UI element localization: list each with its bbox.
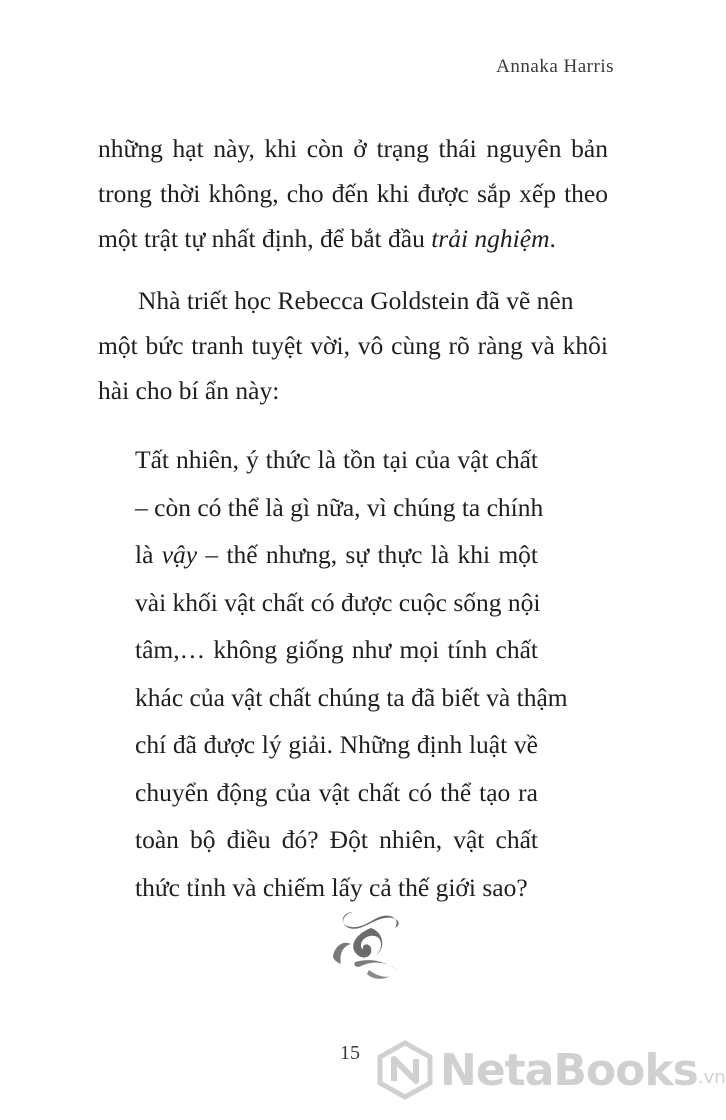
paragraph-line: Nhà triết học Rebecca Goldstein đã vẽ nên: [138, 286, 574, 315]
quote-line: vài khối vật chất có được cuộc sống nội: [135, 587, 541, 617]
block-quote: [135, 436, 568, 911]
paragraph-line: trong thời không, cho đến khi được sắp xếp theo: [98, 179, 608, 208]
page-number: 15: [340, 1042, 360, 1064]
quote-line: [135, 531, 538, 579]
watermark-text: NetaBooks: [440, 1044, 698, 1096]
paragraph-line: hài cho bí ẩn này:: [98, 376, 280, 405]
paragraph-intro-quote: [98, 278, 608, 413]
text-run: một trật tự nhất định, để bắt đầu: [98, 224, 432, 253]
quote-line: thức tỉnh và chiếm lấy cả thế giới sao?: [135, 872, 528, 902]
paragraph-line: một bức tranh tuyệt vời, vô cùng rõ ràng và khôi: [98, 331, 608, 360]
quote-line: chuyển động của vật chất có thể tạo ra: [135, 777, 538, 807]
paragraph-continuation: [98, 126, 608, 261]
quote-line: chí đã được lý giải. Những định luật về: [135, 730, 538, 759]
paragraph-line: những hạt này, khi còn ở trạng thái nguyên bản: [98, 134, 608, 163]
running-head-author: Annaka Harris: [496, 56, 614, 77]
paragraph-line: [98, 216, 608, 261]
quote-line: – còn có thể là gì nữa, vì chúng ta chính: [135, 492, 544, 522]
netabooks-watermark-logo: [376, 1040, 726, 1100]
quote-line: khác của vật chất chúng ta đã biết và thậm: [135, 682, 568, 712]
text-run: .: [549, 224, 556, 253]
quote-line: toàn bộ điều đó? Đột nhiên, vật chất: [135, 825, 538, 854]
watermark-suffix: .vn: [697, 1067, 726, 1088]
italic-term: vậy: [161, 540, 198, 569]
italic-term: trải nghiệm: [431, 224, 550, 253]
netabooks-logo-icon: [376, 1041, 434, 1099]
text-run: – thế nhưng, sự thực là khi một: [197, 540, 538, 569]
floral-swirl-icon: [325, 904, 415, 984]
quote-line: tâm,… không giống như mọi tính chất: [135, 635, 538, 664]
quote-line: Tất nhiên, ý thức là tồn tại của vật chất: [135, 445, 538, 474]
text-run: là: [135, 540, 162, 569]
